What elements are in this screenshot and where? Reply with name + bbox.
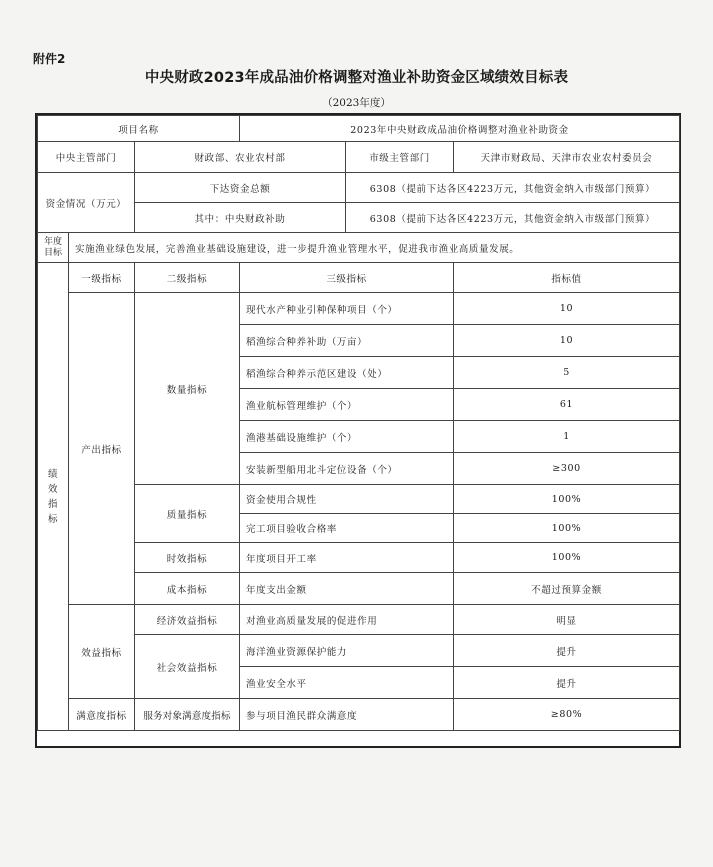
- benefit-indicator-label: 效益指标: [69, 605, 135, 699]
- attachment-label: 附件2: [33, 52, 66, 66]
- performance-label-char-2: 效: [47, 483, 59, 495]
- indicator-value: 100%: [454, 485, 680, 514]
- header-level3: 三级指标: [240, 263, 454, 293]
- city-dept-value: 天津市财政局、天津市农业农村委员会: [454, 142, 680, 173]
- table-row: [38, 485, 680, 514]
- annual-goal-label: [38, 233, 69, 263]
- indicator-name: 年度支出金额: [240, 573, 454, 605]
- indicator-name: 稻渔综合种养示范区建设（处）: [240, 357, 454, 389]
- cost-indicator-label: 成本指标: [135, 573, 240, 605]
- indicator-name: 渔港基础设施维护（个）: [240, 421, 454, 453]
- quantity-indicator-label: 数量指标: [135, 293, 240, 485]
- funds-total-label: 下达资金总额: [135, 173, 346, 203]
- table-row: [38, 142, 680, 173]
- funds-central-value: 6308（提前下达各区4223万元，其他资金纳入市级部门预算）: [346, 203, 680, 233]
- funds-label: 资金情况（万元）: [38, 173, 135, 233]
- indicator-name: 年度项目开工率: [240, 543, 454, 573]
- social-benefit-label: 社会效益指标: [135, 635, 240, 699]
- table-row: [38, 233, 680, 263]
- header-value: 指标值: [454, 263, 680, 293]
- header-level2: 二级指标: [135, 263, 240, 293]
- indicator-value: 5: [454, 357, 680, 389]
- indicator-value: 1: [454, 421, 680, 453]
- timeliness-indicator-label: 时效指标: [135, 543, 240, 573]
- table-row: [38, 293, 680, 325]
- funds-central-label: 其中：中央财政补助: [135, 203, 346, 233]
- indicator-value: ≥80%: [454, 699, 680, 731]
- indicator-value: 100%: [454, 514, 680, 543]
- table-row: [38, 173, 680, 203]
- table-row: [38, 605, 680, 635]
- indicator-name: 安装新型船用北斗定位设备（个）: [240, 453, 454, 485]
- project-name-label: 项目名称: [38, 116, 240, 142]
- annual-goal-label-line2: 目标: [43, 247, 62, 258]
- annual-goal-label-line1: 年度: [43, 236, 62, 247]
- indicator-name: 渔业安全水平: [240, 667, 454, 699]
- table-row: [38, 263, 680, 293]
- indicator-value: 100%: [454, 543, 680, 573]
- performance-label-char-1: 绩: [47, 468, 59, 480]
- indicator-value: 明显: [454, 605, 680, 635]
- page-title: 中央财政2023年成品油价格调整对渔业补助资金区域绩效目标表: [144, 70, 569, 86]
- indicator-value: 提升: [454, 667, 680, 699]
- central-dept-label: 中央主管部门: [38, 142, 135, 173]
- table-row: [38, 573, 680, 605]
- year-label: （2023年度）: [322, 97, 391, 109]
- indicator-name: 参与项目渔民群众满意度: [240, 699, 454, 731]
- quality-indicator-label: 质量指标: [135, 485, 240, 543]
- satisfaction-sub-label: 服务对象满意度指标: [135, 699, 240, 731]
- indicator-name: 对渔业高质量发展的促进作用: [240, 605, 454, 635]
- table-row: [38, 116, 680, 142]
- table-row: [38, 635, 680, 667]
- annual-goal-value: 实施渔业绿色发展，完善渔业基础设施建设，进一步提升渔业管理水平，促进我市渔业高质量发展。: [69, 233, 680, 263]
- table-row: [38, 203, 680, 233]
- indicator-value: 61: [454, 389, 680, 421]
- indicator-value: 提升: [454, 635, 680, 667]
- funds-total-value: 6308（提前下达各区4223万元，其他资金纳入市级部门预算）: [346, 173, 680, 203]
- city-dept-label: 市级主管部门: [346, 142, 454, 173]
- output-indicator-label: 产出指标: [69, 293, 135, 605]
- project-name-value: 2023年中央财政成品油价格调整对渔业补助资金: [240, 116, 680, 142]
- performance-table: [37, 115, 680, 731]
- indicator-name: 完工项目验收合格率: [240, 514, 454, 543]
- indicator-name: 海洋渔业资源保护能力: [240, 635, 454, 667]
- indicator-name: 渔业航标管理维护（个）: [240, 389, 454, 421]
- economic-benefit-label: 经济效益指标: [135, 605, 240, 635]
- indicator-value: 10: [454, 293, 680, 325]
- indicator-value: 10: [454, 325, 680, 357]
- indicator-value: 不超过预算金额: [454, 573, 680, 605]
- indicator-value: ≥300: [454, 453, 680, 485]
- indicator-name: 现代水产种业引种保种项目（个）: [240, 293, 454, 325]
- indicator-name: 稻渔综合种养补助（万亩）: [240, 325, 454, 357]
- satisfaction-indicator-label: 满意度指标: [69, 699, 135, 731]
- central-dept-value: 财政部、农业农村部: [135, 142, 346, 173]
- table-row: [38, 543, 680, 573]
- performance-label-char-3: 指: [47, 498, 59, 510]
- performance-label: [38, 263, 69, 731]
- header-level1: 一级指标: [69, 263, 135, 293]
- table-row: [38, 699, 680, 731]
- performance-label-char-4: 标: [47, 513, 59, 525]
- indicator-name: 资金使用合规性: [240, 485, 454, 514]
